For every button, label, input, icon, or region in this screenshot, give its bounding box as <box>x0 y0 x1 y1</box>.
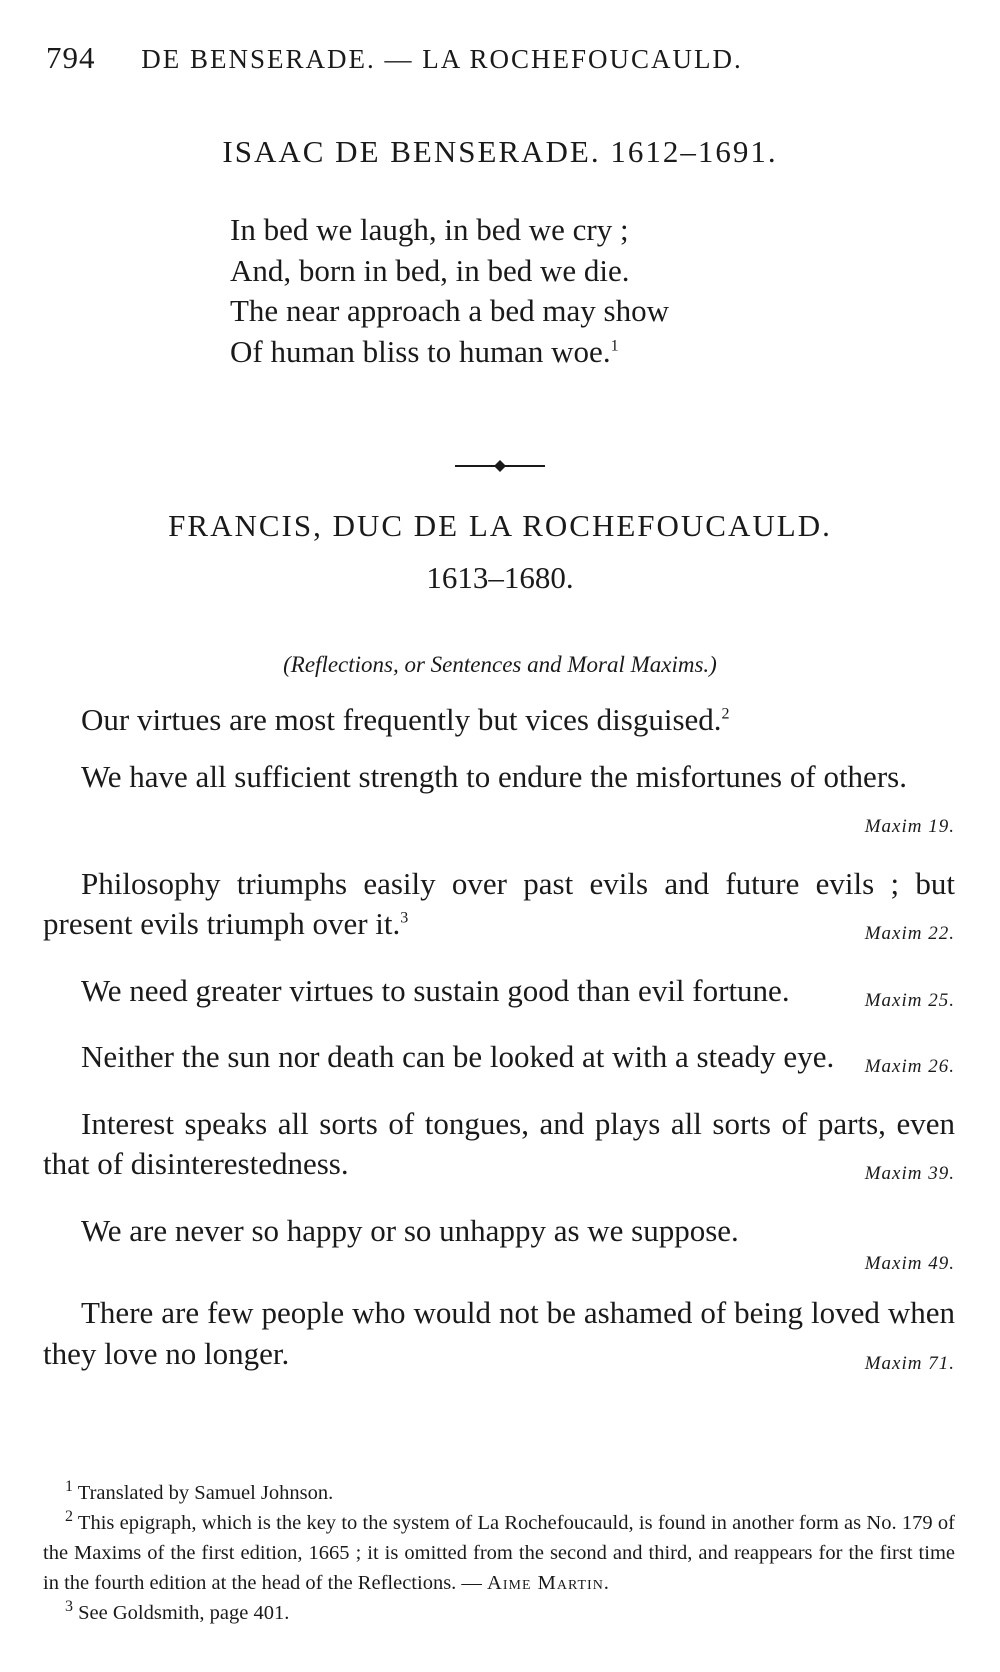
section-divider-ornament <box>455 458 545 474</box>
maxim-reference: Maxim 22. <box>864 923 955 944</box>
footnote-marker: 3 <box>400 909 409 927</box>
maxim: We need greater virtues to sustain good than evil fortune. Maxim 25. <box>43 971 955 1022</box>
footnote-marker: 2 <box>721 705 730 723</box>
maxim: We are never so happy or so unhappy as we suppose. Maxim 49. <box>43 1211 955 1278</box>
rochefoucauld-subtitle: (Reflections, or Sentences and Moral Maxims.) <box>283 652 717 677</box>
verse-line: The near approach a bed may show <box>230 293 669 328</box>
maxim: Interest speaks all sorts of tongues, and plays all sorts of parts, even that of disinterestedness. Maxim 39. <box>43 1104 955 1195</box>
verse-line: Of human bliss to human woe.$^1$ <box>230 333 619 369</box>
maxim: Our virtues are most frequently but vices disguised.$^2$ <box>81 702 730 737</box>
footnote: $^3$ See Goldsmith, page 401. <box>65 1598 290 1624</box>
verse-line: And, born in bed, in bed we die. <box>230 252 630 288</box>
maxim-reference: Maxim 26. <box>864 1056 955 1077</box>
maxim-reference: Maxim 49. <box>864 1253 955 1274</box>
footnote-attribution: Aime Martin. <box>487 1572 610 1594</box>
maxim-reference: Maxim 25. <box>864 989 955 1011</box>
footnote-number: 2 <box>65 1508 73 1526</box>
running-head <box>46 40 743 76</box>
maxim: Neither the sun nor death can be looked at with a steady eye. Maxim 26. <box>43 1037 955 1088</box>
rochefoucauld-heading: FRANCIS, DUC DE LA ROCHEFOUCAULD. <box>168 508 832 543</box>
benserade-verse <box>230 210 669 372</box>
maxim-reference: Maxim 39. <box>864 1163 955 1184</box>
benserade-heading: ISAAC DE BENSERADE. 1612–1691. <box>222 134 778 169</box>
footnotes <box>43 1478 955 1628</box>
maxims-list <box>43 700 955 1400</box>
running-head-title: DE BENSERADE. — LA ROCHEFOUCAULD. <box>141 44 743 74</box>
maxim: We have all sufficient strength to endure the misfortunes of others. Maxim 19. <box>43 757 955 848</box>
footnote-number: 3 <box>65 1598 73 1616</box>
footnote: $^2$ This epigraph, which is the key to the system of La Rochefoucauld, is found in another form as No. 179 of the Maxims of the first edition, 1665 ; it is omitted from the second and third, and reappears for the first time in the fourth edition at the head of the Reflections. — Aime Martin. <box>43 1508 955 1594</box>
maxim-reference: Maxim 71. <box>864 1352 955 1374</box>
footnote-marker: 1 <box>610 337 619 355</box>
page-number: 794 <box>46 40 96 75</box>
footnote: $^1$ Translated by Samuel Johnson. <box>65 1478 334 1504</box>
maxim: There are few people who would not be ashamed of being loved when they love no longer. Maxim 71. <box>43 1293 955 1384</box>
verse-line: In bed we laugh, in bed we cry ; <box>230 212 629 247</box>
rochefoucauld-dates: 1613–1680. <box>426 560 574 595</box>
maxim-reference: Maxim 19. <box>864 816 955 837</box>
footnote-number: 1 <box>65 1478 73 1496</box>
maxim: Philosophy triumphs easily over past evils and future evils ; but present evils triumph over it.$^3$ Maxim 22. <box>43 864 955 955</box>
